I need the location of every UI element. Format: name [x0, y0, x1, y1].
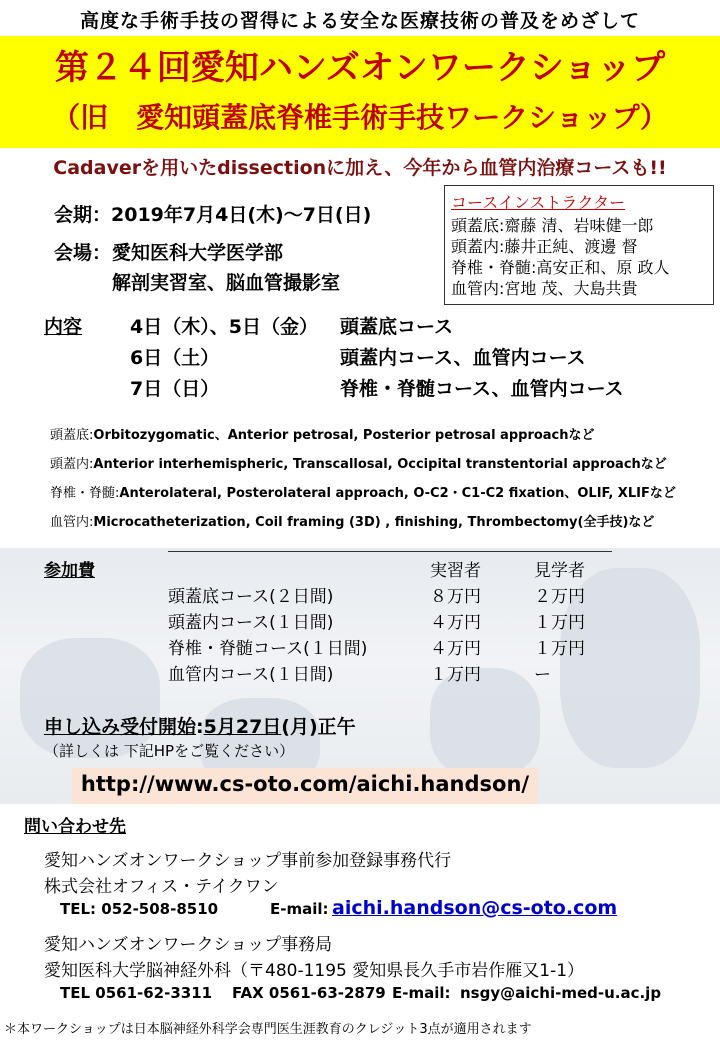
contact-label: 問い合わせ先 [24, 817, 126, 837]
contact-org1-tel: TEL: 052-508-8510 [60, 900, 219, 918]
schedule-day: 6日（土） [130, 347, 220, 369]
fee-divider [168, 551, 612, 552]
instructor-title: コースインストラクター [451, 193, 626, 212]
contact-org1-line1: 愛知ハンズオンワークショップ事前参加登録事務代行 [44, 851, 452, 871]
page-subtitle: （旧 愛知頭蓋底脊椎手術手技ワークショップ） [52, 101, 668, 134]
schedule-day: 4日（木）、5日（金） [130, 316, 318, 338]
approach-line: 頭蓋底:Orbitozygomatic、Anterior petrosal, Posterior petrosal approachなど [50, 428, 595, 443]
schedule-course: 頭蓋底コース [340, 316, 454, 338]
contact-org2-fax: FAX 0561-63-2879 [232, 984, 386, 1002]
footnote: ＊本ワークショップは日本脳神経外科学会専門医生涯教育のクレジット3点が適用されます [4, 1022, 532, 1037]
contact-org1-line2: 株式会社オフィス・テイクワン [44, 877, 279, 897]
contact-org2-line1: 愛知ハンズオンワークショップ事務局 [44, 935, 333, 955]
fee-header: 見学者 [534, 561, 585, 581]
surgery-photo-background [0, 548, 720, 804]
catchphrase: Cadaverを用いたdissectionに加え、今年から血管内治療コースも!! [53, 157, 667, 179]
contact-org1-email[interactable]: aichi.handson@cs-oto.com [332, 897, 618, 919]
contact-org2-tel: TEL 0561-62-3311 [60, 984, 213, 1002]
schedule-day: 7日（日） [130, 378, 220, 400]
venue-line-1: 愛知医科大学医学部 [112, 242, 284, 264]
fee-label: 参加費 [44, 561, 95, 581]
venue-line-2: 解剖実習室、脳血管撮影室 [112, 272, 341, 294]
instructor-line: 頭蓋底:齋藤 清、岩味健一郎 [451, 216, 654, 235]
event-dates: 会期：2019年7月4日(木)～7日(日) [54, 204, 372, 226]
approach-line: 頭蓋内:Anterior interhemispheric, Transcallosal, Occipital transtentorial approachなど [50, 457, 667, 472]
contact-org2-email-label: E-mail: [392, 984, 451, 1002]
instructor-line: 脊椎・脊髄:高安正和、原 政人 [451, 258, 670, 277]
instructor-box [444, 185, 714, 305]
schedule-label: 内容 [44, 316, 83, 338]
schedule-course: 脊椎・脊髄コース、血管内コース [340, 378, 624, 400]
instructor-line: 頭蓋内:藤井正純、渡邊 督 [451, 237, 638, 256]
contact-org2-email[interactable]: nsgy@aichi-med-u.ac.jp [460, 984, 662, 1002]
application-start: 申し込み受付開始:5月27日(月)正午 [44, 716, 356, 738]
application-note: （詳しくは 下記HPをご覧ください） [44, 742, 295, 760]
website-link[interactable]: http://www.cs-oto.com/aichi.handson/ [80, 772, 530, 796]
schedule-course: 頭蓋内コース、血管内コース [340, 347, 586, 369]
contact-org2-line2: 愛知医科大学脳神経外科（〒480-1195 愛知県長久手市岩作雁又1-1） [44, 961, 585, 981]
page-title: 第２４回愛知ハンズオンワークショップ [54, 48, 666, 88]
instructor-line: 血管内:宮地 茂、大島共貴 [451, 279, 638, 298]
approach-line: 脊椎・脊髄:Anterolateral, Posterolateral approach, O-C2・C1-C2 fixation、OLIF, XLIFなど [50, 486, 676, 501]
approach-line: 血管内:Microcatheterization, Coil framing (3D) , finishing, Thrombectomy(全手技)など [50, 515, 655, 530]
tagline: 高度な手術手技の習得による安全な医療技術の普及をめざして [79, 10, 640, 32]
venue-label: 会場： [54, 242, 112, 264]
fee-header: 実習者 [430, 561, 481, 581]
contact-org1-email-label: E-mail: [270, 900, 329, 918]
